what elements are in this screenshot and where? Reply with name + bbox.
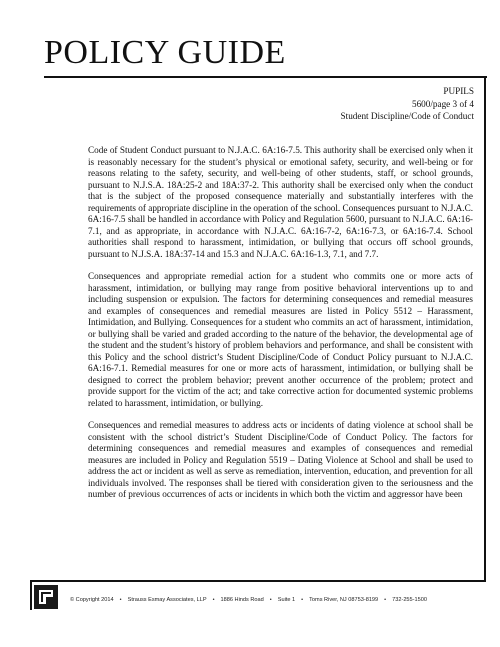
footer-address: 1886 Hinds Road: [220, 597, 264, 603]
footer-copyright: © Copyright 2014: [70, 597, 114, 603]
title-rule: [44, 76, 487, 78]
policy-header: [341, 85, 474, 123]
frame-bottom-border: [30, 580, 486, 582]
frame-right-border: [484, 76, 486, 582]
page-title: POLICY GUIDE: [44, 34, 286, 71]
footer-company: Strauss Esmay Associates, LLP: [127, 597, 207, 603]
header-page-number: 5600/page 3 of 4: [411, 98, 474, 109]
footer-separator: •: [384, 597, 387, 603]
header-section: PUPILS: [443, 86, 474, 96]
footer-city: Toms River, NJ 08753-8199: [309, 597, 379, 603]
policy-body: [88, 145, 473, 512]
footer-separator: •: [119, 597, 122, 603]
footer-suite: Suite 1: [277, 597, 296, 603]
company-logo-icon: [34, 585, 58, 609]
footer-separator: •: [269, 597, 272, 603]
header-policy-name: Student Discipline/Code of Conduct: [340, 111, 474, 121]
paragraph: Consequences and appropriate remedial action for a student who commits one or more acts of harassment, intimidation, or bullying may range from positive behavioral interventions up to and including suspension or expulsion. The factors for determining consequences and remedial measures and examples of consequences and remedial measures are listed in Policy 5512 – Harassment, Intimidation, and Bullying. Consequences for a student who commits an act of harassment, intimidation, or bullying shall be varied and graded according to the nature of the behavior, the developmental age of the student and the student’s history of problem behaviors and performance, and shall be consistent with this Policy and the school district’s Student Discipline/Code of Conduct Policy pursuant to N.J.A.C. 6A:16-7.1. Remedial measures for one or more acts of harassment, intimidation, or bullying shall be designed to correct the problem behavior; prevent another occurrence of the problem; protect and provide support for the victim of the act; and take corrective action for documented systemic problems related to harassment, intimidation, or bullying.: [88, 271, 473, 408]
page-footer: [70, 597, 427, 603]
footer-phone: 732-255-1500: [392, 597, 427, 603]
paragraph: Code of Student Conduct pursuant to N.J.A.C. 6A:16-7.5. This authority shall be exercised only when it is reasonably necessary for the student’s physical or emotional safety, security, and well-being or for reasons relating to the safety, security, and well-being of other students, staff, or school grounds, pursuant to N.J.S.A. 18A:25-2 and 18A:37-2. This authority shall be exercised only when the conduct that is the subject of the proposed consequence materially and substantially interferes with the requirements of appropriate discipline in the operation of the school. Consequences pursuant to N.J.A.C. 6A:16-7.5 shall be handled in accordance with Policy and Regulation 5600, pursuant to N.J.A.C. 6A:16-7.1, and as appropriate, in accordance with N.J.A.C. 6A:16-7-2, 6A:16-7.3, or 6A:16-7.4. School authorities shall respond to harassment, intimidation, or bullying that occurs off school grounds, pursuant to N.J.S.A. 18A:37-14 and 15.3 and N.J.A.C. 6A:16-1.3, 7.1, and 7.7.: [88, 145, 473, 259]
paragraph: Consequences and remedial measures to address acts or incidents of dating violence at school shall be consistent with the school district’s Student Discipline/Code of Conduct Policy. The factors for determining consequences and remedial measures and examples of consequences and remedial measures are included in Policy and Regulation 5519 – Dating Violence at School and shall be used to address the act or incident as well as serve as remediation, intervention, education, and prevention for all individuals involved. The responses shall be tiered with consideration given to the seriousness and the number of previous occurrences of acts or incidents in which both the victim and aggressor have been: [88, 420, 473, 499]
footer-separator: •: [301, 597, 304, 603]
footer-separator: •: [212, 597, 215, 603]
frame-left-border: [30, 580, 32, 610]
